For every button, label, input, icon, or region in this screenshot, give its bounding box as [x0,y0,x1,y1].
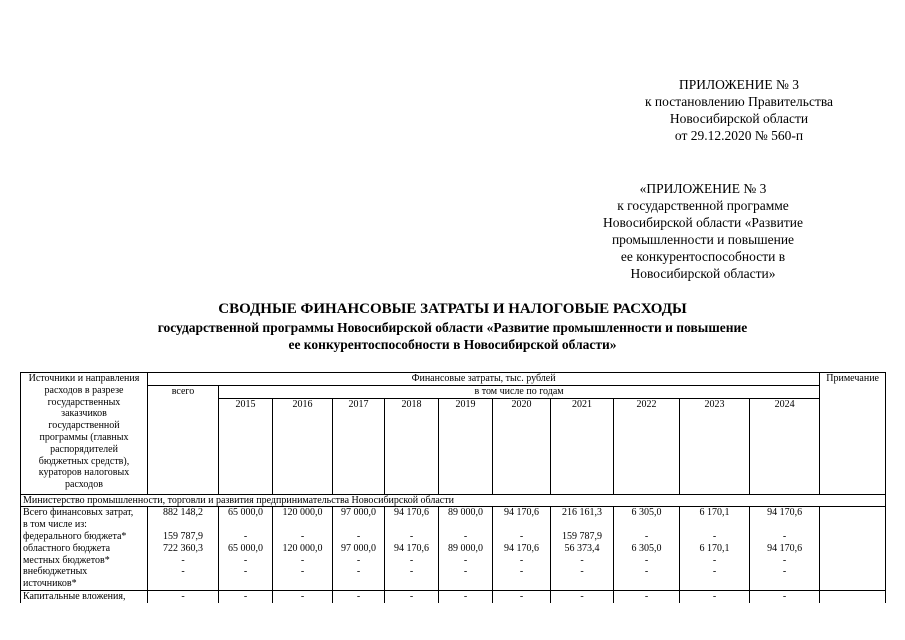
year-values [680,507,750,591]
value-cell: 65 000,0 [228,542,263,554]
source-header-line: расходов [65,479,103,491]
value-cell: - [356,566,361,578]
total-values [148,507,219,591]
value-cell: - [519,554,524,566]
note-cell [820,507,886,591]
value-cell: - [580,554,584,566]
value-cell: - [463,566,468,578]
source-header-line: заказчиков [61,408,107,420]
year-values [614,507,680,591]
value-cell: - [385,590,439,602]
value-cell: 6 305,0 [631,507,662,519]
value-cell [553,578,611,590]
program-appendix-line: к государственной программе [617,198,789,213]
total-costs-row [21,507,886,591]
label-line: областного бюджета [23,542,111,554]
year-values [273,507,333,591]
note-header: Примечание [820,373,886,495]
value-cell [221,519,270,531]
total-costs-labels [21,507,148,591]
value-cell: 6 170,1 [699,507,730,519]
source-header-line: распорядителей [50,443,118,455]
year-header: 2018 [385,398,439,494]
year-values [493,507,551,591]
year-header: 2017 [333,398,385,494]
value-cell: 97 000,0 [341,507,376,519]
label-line: местных бюджетов* [23,554,110,566]
label-line: Всего финансовых затрат, [23,507,134,519]
value-cell [441,519,490,531]
source-header [21,373,148,495]
value-cell [616,578,677,590]
value-cell [495,578,548,590]
value-cell: - [243,554,248,566]
value-cell: 882 148,2 [163,507,203,519]
value-cell: - [439,590,493,602]
value-cell: - [551,590,614,602]
value-cell: - [356,530,361,542]
value-cell: - [409,566,414,578]
appendix-line: от 29.12.2020 № 560-п [674,128,804,143]
year-header: 2023 [680,398,750,494]
value-cell: 94 170,6 [504,542,539,554]
source-header-line: программы (главных [39,431,129,443]
source-header-line: государственных [47,396,121,408]
value-cell [387,519,436,531]
value-cell: - [300,554,305,566]
appendix-line: Новосибирской области [669,111,809,126]
appendix-line: ПРИЛОЖЕНИЕ № 3 [678,77,800,92]
value-cell: - [712,530,717,542]
value-cell: 56 373,4 [564,542,600,554]
source-header-line: кураторов налоговых [38,467,130,479]
value-cell [495,519,548,531]
value-cell: 94 170,6 [394,542,429,554]
value-cell: - [409,530,414,542]
value-cell: - [243,566,248,578]
value-cell [616,519,677,531]
value-cell: - [750,590,820,602]
value-cell [682,578,747,590]
value-cell: 89 000,0 [448,507,483,519]
value-cell: 94 170,6 [504,507,539,519]
header-row [21,373,886,386]
value-cell [752,578,817,590]
value-cell: - [782,554,787,566]
value-cell: - [300,566,305,578]
year-values [750,507,820,591]
document-title-main: СВОДНЫЕ ФИНАНСОВЫЕ ЗАТРАТЫ И НАЛОГОВЫЕ РАСХОДЫ [218,301,687,317]
value-cell: 159 787,9 [163,530,203,542]
value-cell: - [644,530,649,542]
value-cell [682,519,747,531]
value-cell: - [680,590,750,602]
capital-investments-row [21,590,886,602]
value-cell: - [614,590,680,602]
source-header-line: государственной [48,420,120,432]
value-cell: 65 000,0 [228,507,263,519]
value-cell [150,578,216,590]
program-appendix-line: ее конкурентоспособности в [620,249,786,264]
year-values [219,507,273,591]
appendix-header [600,76,878,144]
value-cell: - [181,554,185,566]
ministry-name: Министерство промышленности, торговли и развития предпринимательства Новосибирской области [21,494,886,507]
value-cell: 97 000,0 [341,542,376,554]
value-cell: - [712,566,717,578]
value-cell: 120 000,0 [282,542,323,554]
value-cell: - [644,566,649,578]
value-cell: - [493,590,551,602]
year-header: 2015 [219,398,273,494]
document-title-sub: государственной программы Новосибирской области «Развитие промышленности и повышение [157,320,748,335]
value-cell [150,519,216,531]
total-header: всего [148,385,219,494]
source-header-line: бюджетных средств), [38,455,130,467]
document-title [0,300,905,353]
financial-costs-table [20,372,886,603]
value-cell [752,519,817,531]
value-cell: 6 170,1 [699,542,730,554]
value-cell: - [356,554,361,566]
year-values [439,507,493,591]
header-row [21,385,886,398]
value-cell: - [148,590,219,602]
value-cell: - [273,590,333,602]
year-header: 2016 [273,398,333,494]
label-line: внебюджетных [23,566,88,578]
value-cell: 94 170,6 [767,542,803,554]
appendix-line: к постановлению Правительства [644,94,834,109]
year-values [385,507,439,591]
note-cell [820,590,886,602]
capital-investments-label: Капитальные вложения, [21,590,148,602]
value-cell: - [519,530,524,542]
program-appendix-line: Новосибирской области «Развитие [603,215,803,230]
value-cell: - [300,530,305,542]
program-appendix-line: «ПРИЛОЖЕНИЕ № 3 [639,181,767,196]
value-cell: - [580,566,584,578]
value-cell: 6 305,0 [631,542,662,554]
value-cell: - [519,566,524,578]
document-title-sub: ее конкурентоспособности в Новосибирской области» [288,337,617,352]
program-appendix-line: промышленности и повышение [611,232,795,247]
value-cell: - [181,566,185,578]
year-header: 2022 [614,398,680,494]
value-cell: 216 161,3 [562,507,602,519]
year-values [333,507,385,591]
program-appendix-header [575,180,831,282]
value-cell: 159 787,9 [562,530,602,542]
financial-costs-header: Финансовые затраты, тыс. рублей [148,373,820,386]
value-cell [335,578,382,590]
value-cell [387,578,436,590]
value-cell: - [463,554,468,566]
year-values [551,507,614,591]
year-header: 2021 [551,398,614,494]
value-cell: - [644,554,649,566]
value-cell: - [782,530,787,542]
value-cell [275,578,330,590]
value-cell: 120 000,0 [282,507,323,519]
value-cell: - [712,554,717,566]
value-cell: - [782,566,787,578]
value-cell [441,578,490,590]
ministry-row [21,494,886,507]
value-cell: 89 000,0 [448,542,483,554]
value-cell: - [219,590,273,602]
value-cell: 722 360,3 [163,542,203,554]
value-cell: 94 170,6 [394,507,429,519]
label-line: источников* [23,578,77,590]
source-header-line: расходов в разрезе [44,384,124,396]
label-line: в том числе из: [23,519,87,531]
value-cell [221,578,270,590]
year-header: 2019 [439,398,493,494]
program-appendix-line: Новосибирской области» [630,266,776,281]
by-years-header: в том числе по годам [219,385,820,398]
label-line: федерального бюджета* [23,530,127,542]
value-cell: - [333,590,385,602]
value-cell [275,519,330,531]
value-cell: - [409,554,414,566]
value-cell: - [243,530,248,542]
year-header: 2024 [750,398,820,494]
value-cell [553,519,611,531]
source-header-line: Источники и направления [28,373,140,384]
value-cell [335,519,382,531]
value-cell: - [463,530,468,542]
year-header: 2020 [493,398,551,494]
value-cell: 94 170,6 [767,507,803,519]
